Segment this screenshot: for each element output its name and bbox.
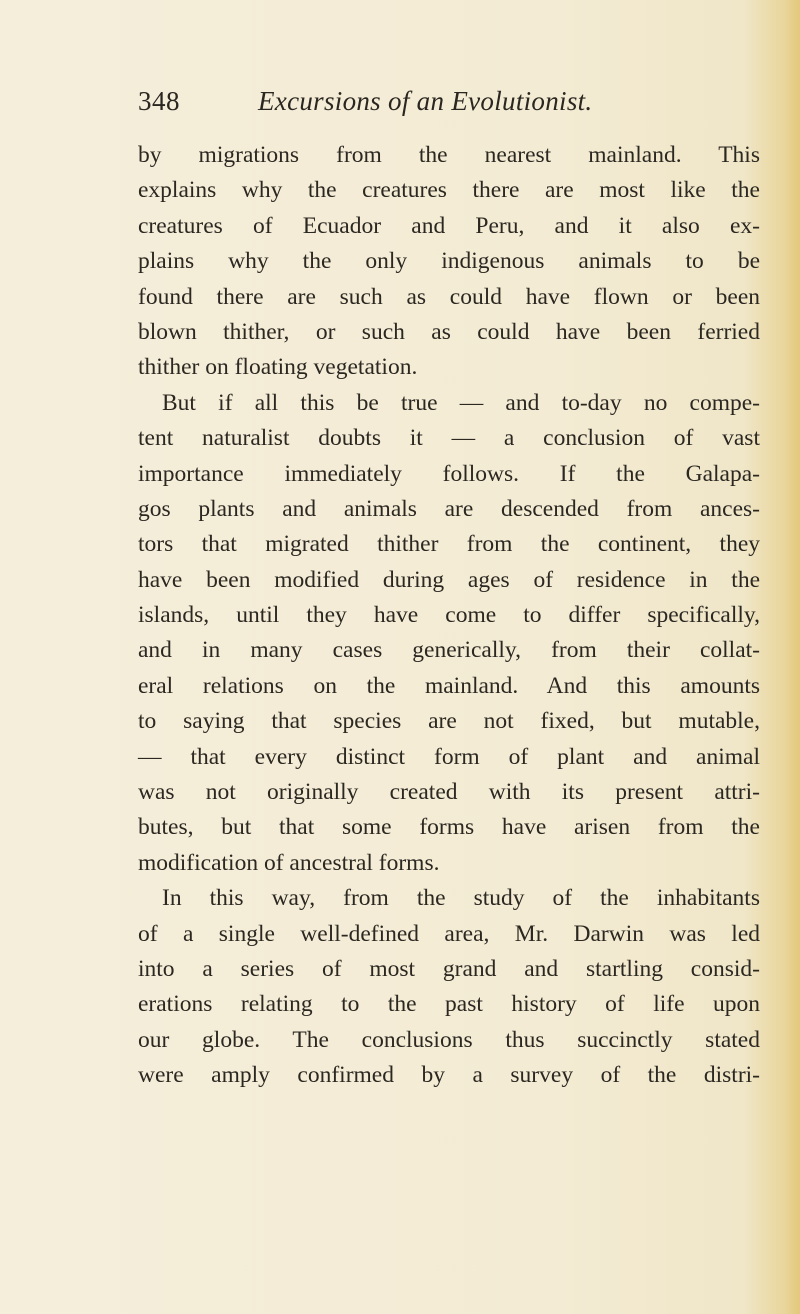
- page-edge-shadow: [786, 0, 800, 1314]
- text-line: by migrations from the nearest mainland. This: [138, 142, 760, 168]
- text-line: to saying that species are not fixed, but mutable,: [138, 708, 760, 735]
- text-line: But if all this be true — and to-day no compe-: [162, 389, 760, 416]
- text-line: islands, until they have come to differ specifically,: [138, 602, 760, 629]
- text-line: eral relations on the mainland. And this amounts: [138, 672, 760, 699]
- text-line: blown thither, or such as could have been ferried: [138, 318, 760, 345]
- running-head: Excursions of an Evolutionist.: [258, 86, 593, 116]
- text-line: butes, but that some forms have arisen from the: [138, 814, 760, 841]
- text-line: importance immediately follows. If the Galapa-: [138, 460, 760, 487]
- text-line: was not originally created with its present attri-: [138, 779, 760, 806]
- page-number: 348: [138, 86, 180, 116]
- text-line: erations relating to the past history of life upon: [138, 991, 760, 1018]
- text-line: creatures of Ecuador and Peru, and it also ex-: [138, 212, 760, 239]
- text-line: modification of ancestral forms.: [138, 849, 440, 876]
- text-line: — that every distinct form of plant and animal: [138, 743, 760, 770]
- text-line: In this way, from the study of the inhabitants: [162, 885, 760, 912]
- text-line: of a single well-defined area, Mr. Darwin was led: [138, 920, 760, 947]
- text-line: explains why the creatures there are most like the: [138, 177, 760, 204]
- text-line: tent naturalist doubts it — a conclusion of vast: [138, 425, 760, 452]
- text-line: were amply confirmed by a survey of the distri-: [138, 1062, 760, 1089]
- text-line: our globe. The conclusions thus succinctly stated: [138, 1026, 760, 1053]
- text-line: have been modified during ages of residence in the: [138, 566, 760, 593]
- body-text: [138, 138, 760, 1094]
- text-line: and in many cases generically, from their collat-: [138, 637, 760, 664]
- text-line: into a series of most grand and startling consid-: [138, 955, 760, 982]
- text-line: thither on floating vegetation.: [138, 354, 418, 381]
- text-line: gos plants and animals are descended from ances-: [138, 495, 760, 522]
- text-line: found there are such as could have flown or been: [138, 283, 760, 310]
- text-line: plains why the only indigenous animals to be: [138, 248, 760, 275]
- page-header: [138, 86, 738, 126]
- text-line: tors that migrated thither from the continent, they: [138, 531, 760, 558]
